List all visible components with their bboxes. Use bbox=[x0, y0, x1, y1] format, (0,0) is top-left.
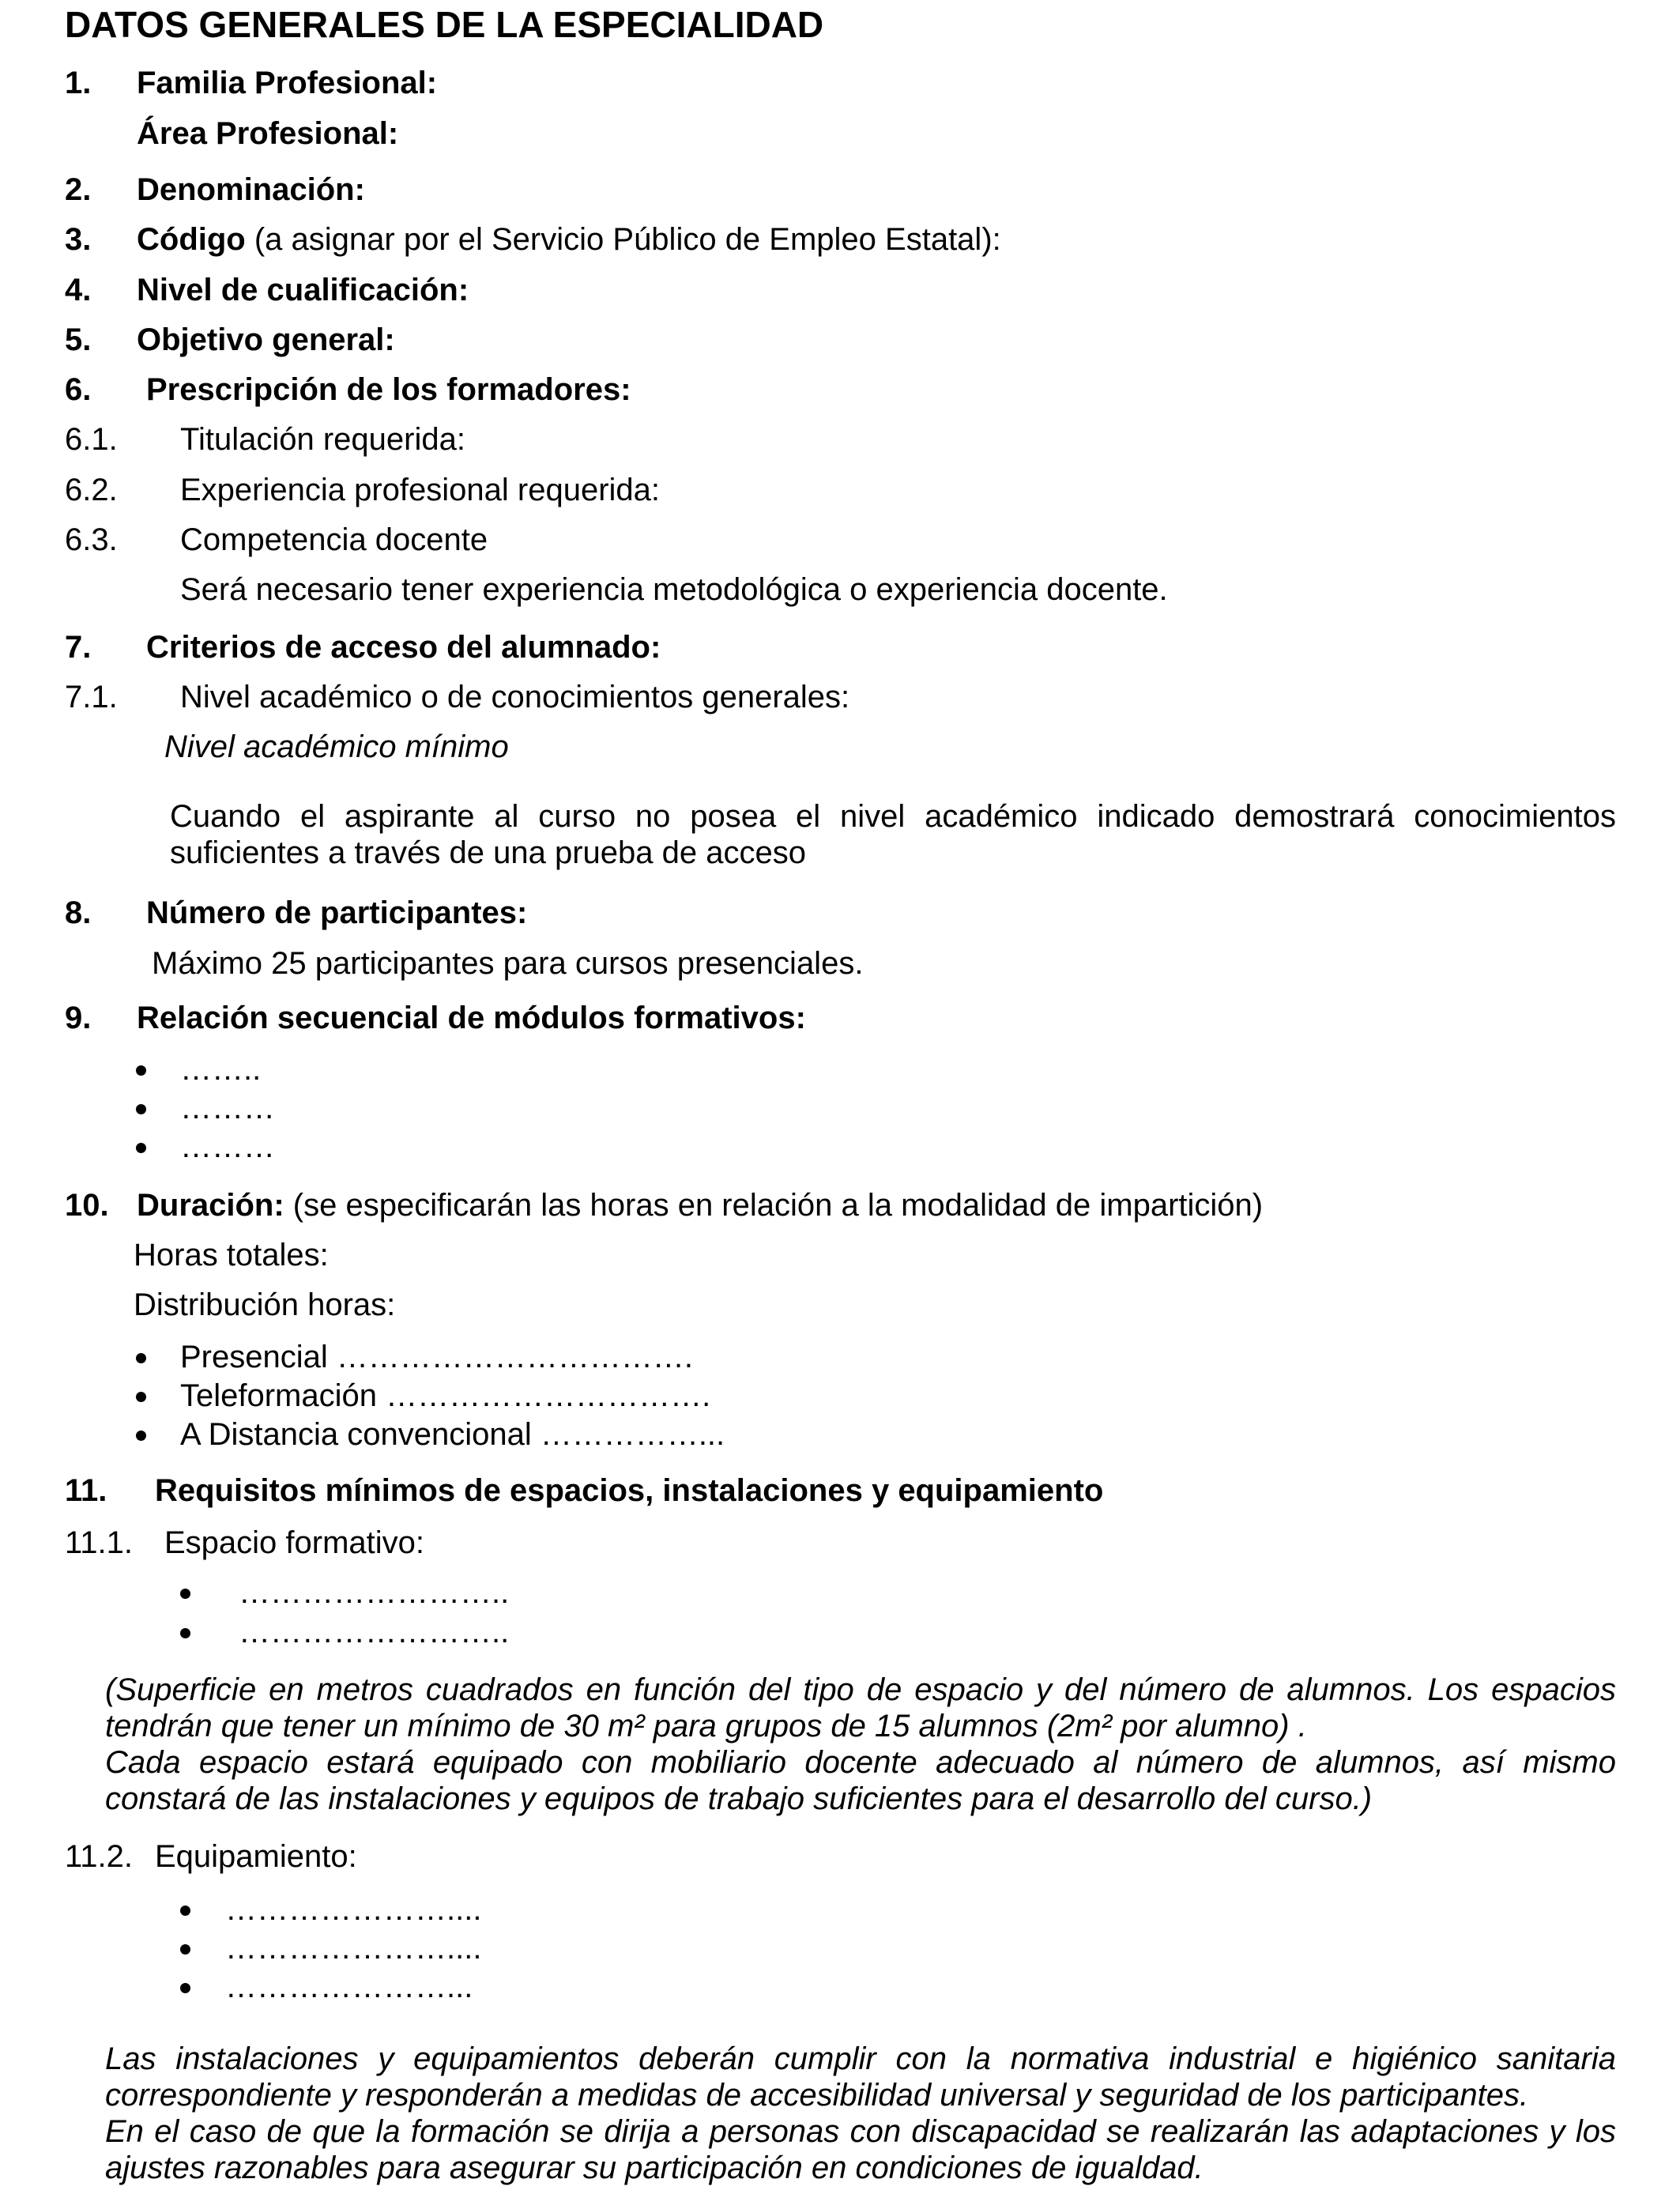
section-4-label: Nivel de cualificación: bbox=[137, 273, 469, 307]
section-6-3-text: Será necesario tener experiencia metodológica o experiencia docente. bbox=[180, 572, 1168, 607]
bullet-icon bbox=[180, 1628, 190, 1638]
section-9-bullet-2: ……… bbox=[180, 1091, 275, 1125]
section-11-2-bullet-3: …………………... bbox=[225, 1970, 473, 2004]
section-5-label: Objetivo general: bbox=[137, 322, 395, 357]
section-6-1-number: 6.1. bbox=[65, 422, 118, 457]
section-10-line bbox=[137, 1189, 1263, 1221]
section-8-number: 8. bbox=[65, 895, 92, 930]
section-9-bullet-1: …….. bbox=[180, 1052, 262, 1087]
section-11-2-number: 11.2. bbox=[65, 1839, 133, 1874]
section-11-1-bullet-1: …………………….. bbox=[239, 1575, 510, 1610]
section-11-number: 11. bbox=[65, 1473, 107, 1508]
section-10-number: 10. bbox=[65, 1188, 109, 1223]
section-11-label: Requisitos mínimos de espacios, instalaciones y equipamiento bbox=[155, 1473, 1104, 1508]
page-title: DATOS GENERALES DE LA ESPECIALIDAD bbox=[65, 4, 824, 45]
section-3-number: 3. bbox=[65, 222, 92, 257]
section-7-text: Cuando el aspirante al curso no posea el nivel académico indicado demostrará conocimientos suficientes a través de una prueba de acceso bbox=[170, 799, 1616, 870]
section-6-number: 6. bbox=[65, 372, 92, 407]
section-6-3-number: 6.3. bbox=[65, 522, 118, 557]
section-11-1-label: Espacio formativo: bbox=[164, 1525, 425, 1560]
bullet-icon bbox=[136, 1353, 146, 1363]
bullet-icon bbox=[136, 1392, 146, 1402]
section-6-1-label: Titulación requerida: bbox=[180, 422, 465, 457]
section-8-text: Máximo 25 participantes para cursos presenciales. bbox=[152, 946, 864, 981]
section-6-2-number: 6.2. bbox=[65, 473, 118, 507]
section-2-number: 2. bbox=[65, 172, 92, 207]
section-3-label: Código bbox=[137, 222, 246, 257]
section-9-bullet-3: ……… bbox=[180, 1129, 275, 1164]
bullet-icon bbox=[180, 1906, 190, 1916]
section-1-sublabel: Área Profesional: bbox=[137, 116, 399, 151]
section-3-note: (a asignar por el Servicio Público de Empleo Estatal): bbox=[245, 222, 1001, 257]
section-10-label: Duración: bbox=[137, 1188, 284, 1223]
section-4-number: 4. bbox=[65, 273, 92, 307]
section-3-line bbox=[137, 224, 1001, 255]
section-7-1-label: Nivel académico o de conocimientos generales: bbox=[180, 680, 850, 714]
section-1-number: 1. bbox=[65, 66, 92, 100]
section-6-label: Prescripción de los formadores: bbox=[146, 372, 631, 407]
bullet-icon bbox=[136, 1065, 146, 1076]
section-1-label: Familia Profesional: bbox=[137, 66, 438, 100]
bullet-icon bbox=[136, 1143, 146, 1153]
section-11-2-bullet-1: ………………….... bbox=[225, 1892, 482, 1927]
section-7-label: Criterios de acceso del alumnado: bbox=[146, 630, 661, 665]
section-9-number: 9. bbox=[65, 1001, 92, 1035]
section-11-1-bullet-2: …………………….. bbox=[239, 1615, 510, 1649]
section-7-number: 7. bbox=[65, 630, 92, 665]
section-11-2-bullet-2: ………………….... bbox=[225, 1931, 482, 1966]
bullet-icon bbox=[136, 1431, 146, 1441]
bullet-icon bbox=[180, 1983, 190, 1993]
section-10-distribution: Distribución horas: bbox=[134, 1287, 396, 1322]
section-10-total: Horas totales: bbox=[134, 1238, 329, 1272]
section-8-label: Número de participantes: bbox=[146, 895, 528, 930]
section-10-bullet-2: Teleformación …………………………. bbox=[180, 1378, 711, 1413]
section-6-2-label: Experiencia profesional requerida: bbox=[180, 473, 661, 507]
section-11-1-number: 11.1. bbox=[65, 1525, 133, 1560]
section-11-2-label: Equipamiento: bbox=[155, 1839, 357, 1874]
section-7-italic-note: Nivel académico mínimo bbox=[164, 729, 509, 764]
section-2-label: Denominación: bbox=[137, 172, 365, 207]
section-10-note: (se especificarán las horas en relación a la modalidad de impartición) bbox=[284, 1188, 1264, 1223]
bullet-icon bbox=[136, 1104, 146, 1114]
bullet-icon bbox=[180, 1589, 190, 1599]
section-11-note-1: (Superficie en metros cuadrados en función del tipo de espacio y del número de alumnos. Los espacios tendrán que tener un mínimo de 30 m² para grupos de 15 alumnos (2m² por alumno) . bbox=[105, 1672, 1616, 1744]
section-11-final-note-2: En el caso de que la formación se dirija a personas con discapacidad se realizarán las adaptaciones y los ajustes razonables para asegurar su participación en condiciones de igualdad. bbox=[105, 2114, 1616, 2185]
section-5-number: 5. bbox=[65, 322, 92, 357]
bullet-icon bbox=[180, 1944, 190, 1955]
section-11-note-2: Cada espacio estará equipado con mobiliario docente adecuado al número de alumnos, así mismo constará de las instalaciones y equipos de trabajo suficientes para el desarrollo del curso.) bbox=[105, 1745, 1616, 1816]
section-11-final-note-1: Las instalaciones y equipamientos deberán cumplir con la normativa industrial e higiénico sanitaria correspondiente y responderán a medidas de accesibilidad universal y seguridad de los participantes. bbox=[105, 2041, 1616, 2113]
section-7-1-number: 7.1. bbox=[65, 680, 118, 714]
section-9-label: Relación secuencial de módulos formativos: bbox=[137, 1001, 806, 1035]
section-10-bullet-1: Presencial ……………………………. bbox=[180, 1340, 693, 1374]
section-6-3-label: Competencia docente bbox=[180, 522, 488, 557]
section-10-bullet-3: A Distancia convencional ……………... bbox=[180, 1417, 725, 1452]
